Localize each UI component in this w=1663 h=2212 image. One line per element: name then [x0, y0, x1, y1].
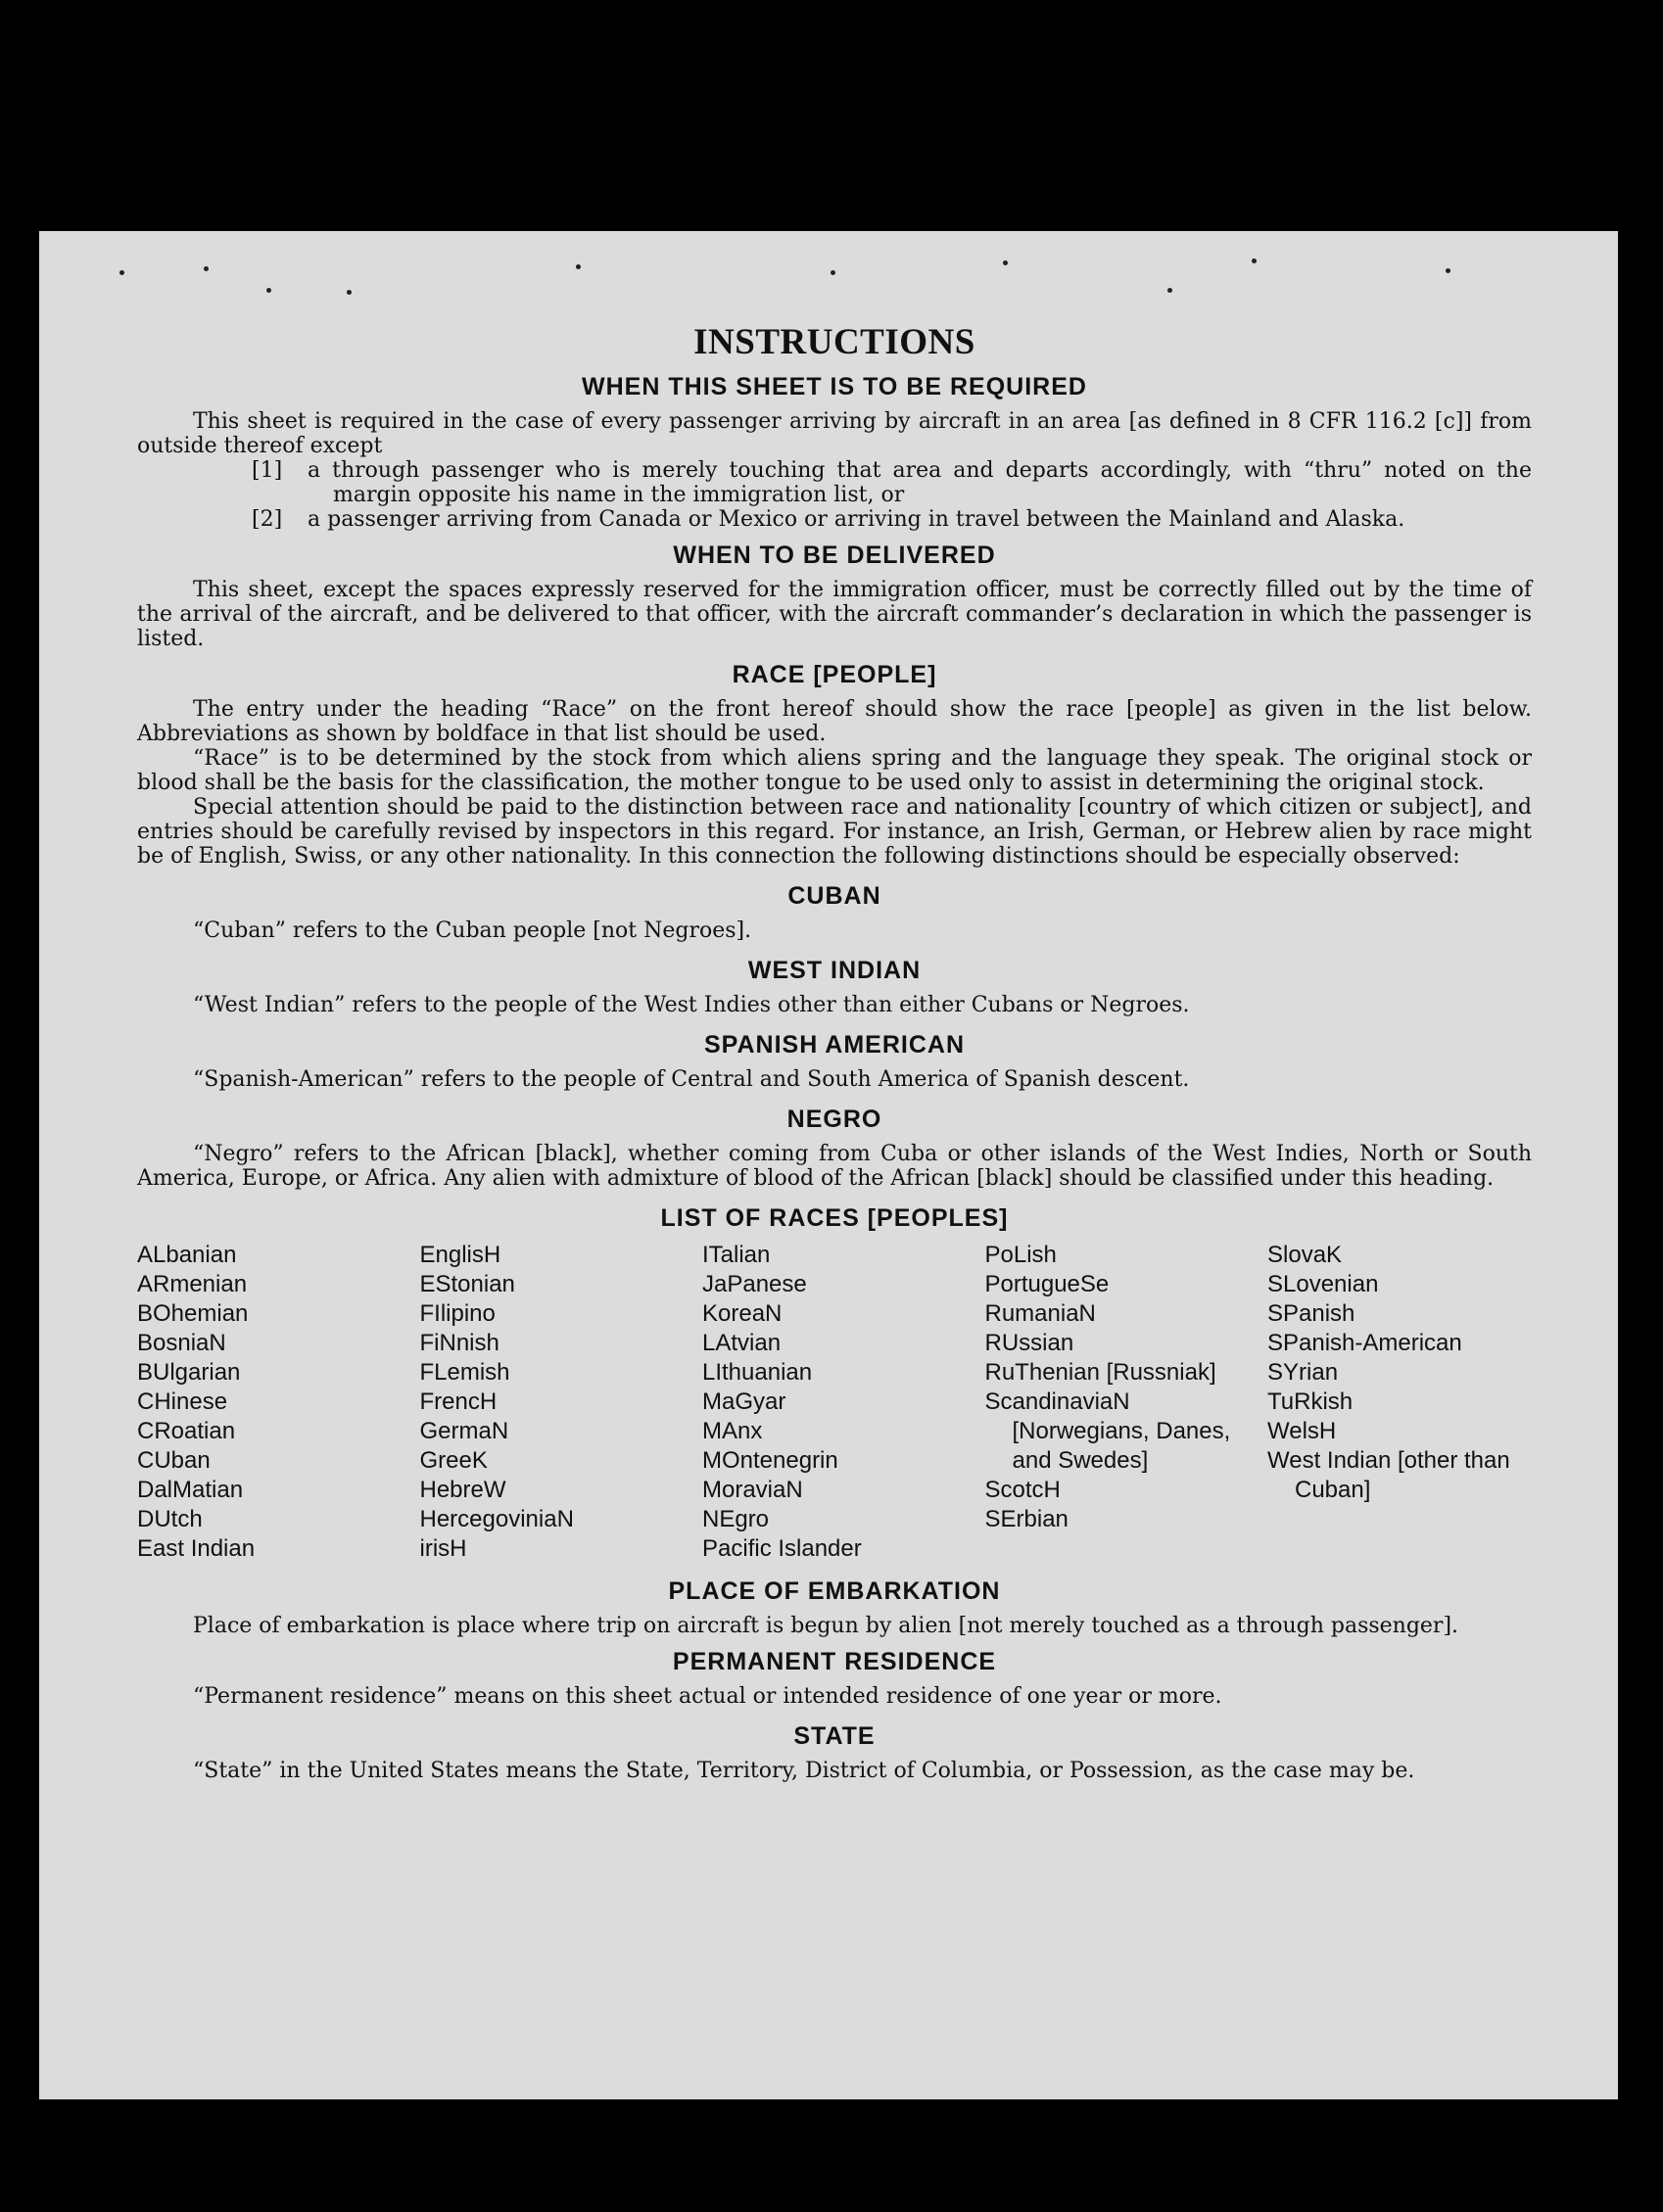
race-entry: PortugueSe: [984, 1271, 1110, 1297]
race-entry: CUban: [137, 1447, 211, 1474]
speck-mark: [1446, 268, 1450, 273]
race-entry: ScotcH: [984, 1477, 1061, 1503]
speck-mark: [1252, 259, 1257, 263]
race-entry: EnglisH: [419, 1242, 501, 1268]
heading-cuban: CUBAN: [787, 882, 881, 910]
race-entry: FIlipino: [419, 1300, 496, 1327]
race-entry: LIthuanian: [702, 1359, 813, 1386]
race-entry: HebreW: [419, 1477, 506, 1503]
race-entry: ARmenian: [137, 1271, 248, 1297]
heading-west-indian: WEST INDIAN: [747, 957, 922, 984]
item-number: [2]: [252, 507, 283, 532]
embarkation-text: Place of embarkation is place where trip on aircraft is begun by alien [not merely touched as a through passenger].: [193, 1614, 1459, 1638]
race-entry: MOntenegrin: [702, 1447, 838, 1474]
races-column: [420, 1241, 685, 1564]
race-entry: RUssian: [984, 1330, 1074, 1356]
race-entry: SlovaK: [1267, 1242, 1343, 1268]
race-entry: RuThenian [Russniak]: [984, 1359, 1216, 1386]
races-column: [702, 1241, 967, 1564]
race-entry: RumaniaN: [984, 1300, 1096, 1327]
delivered-text: This sheet, except the spaces expressly reserved for the immigration officer, must be correctly filled out by the time of the arrival of the aircraft, and be delivered to that officer, with the aircraft commander’s declaration in which the passenger is listed.: [137, 578, 1532, 651]
speck-mark: [576, 264, 581, 269]
heading-state: STATE: [793, 1722, 876, 1750]
race-entry: FLemish: [419, 1359, 510, 1386]
race-entry: LAtvian: [702, 1330, 782, 1356]
heading-delivered: WHEN TO BE DELIVERED: [673, 541, 996, 569]
item-text: a through passenger who is merely touching that area and departs accordingly, with “thru” noted on the margin opposite his name in the immigration list, or: [308, 458, 1532, 507]
race-entry: CHinese: [137, 1388, 228, 1415]
race-entry: MaGyar: [702, 1388, 786, 1415]
speck-mark: [266, 288, 271, 293]
race-entry: SYrian: [1267, 1359, 1339, 1386]
race-entry: MoraviaN: [702, 1477, 803, 1503]
race-entry: BosniaN: [137, 1330, 226, 1356]
race-entry: SPanish: [1267, 1300, 1355, 1327]
race-entry: EStonian: [419, 1271, 515, 1297]
race-entry: BUlgarian: [137, 1359, 241, 1386]
race-entry: TuRkish: [1267, 1388, 1354, 1415]
race-entry: DUtch: [137, 1506, 203, 1532]
races-column: [137, 1241, 402, 1564]
spanish-american-text: “Spanish-American” refers to the people of Central and South America of Spanish descent.: [193, 1067, 1190, 1092]
race-paragraph: “Race” is to be determined by the stock from which aliens spring and the language they speak. The original stock or blood shall be the basis for the classification, the mother tongue to be used only to assist in determining the original stock.: [137, 746, 1532, 795]
heading-required: WHEN THIS SHEET IS TO BE REQUIRED: [582, 373, 1087, 400]
races-list: [137, 1241, 1532, 1564]
race-entry: ALbanian: [137, 1242, 237, 1268]
item-text: a passenger arriving from Canada or Mexico or arriving in travel between the Mainland and Alaska.: [308, 507, 1405, 532]
speck-mark: [1003, 260, 1008, 265]
item-number: [1]: [252, 458, 283, 483]
race-entry: ITalian: [702, 1242, 771, 1268]
document-sheet: [39, 231, 1618, 2099]
residence-text: “Permanent residence” means on this sheet actual or intended residence of one year or more.: [193, 1684, 1222, 1709]
race-entry: SErbian: [984, 1506, 1069, 1532]
race-paragraph: Special attention should be paid to the distinction between race and nationality [country of which citizen or subject], and entries should be carefully revised by inspectors in this regard. For instance, an Irish, German, or Hebrew alien by race might be of English, Swiss, or any other nationality. In this connection the following distinctions should be especially observed:: [137, 795, 1532, 869]
race-entry: SLovenian: [1267, 1271, 1379, 1297]
race-entry: FiNnish: [419, 1330, 499, 1356]
race-entry: JaPanese: [702, 1271, 807, 1297]
heading-embarkation: PLACE OF EMBARKATION: [668, 1577, 1001, 1605]
required-intro: This sheet is required in the case of every passenger arriving by aircraft in an area [as defined in 8 CFR 116.2 [c]] from outside thereof except: [137, 409, 1532, 458]
race-entry: ScandinaviaN [Norwegians, Danes, and Swedes]: [984, 1388, 1231, 1474]
heading-race: RACE [PEOPLE]: [732, 661, 937, 688]
speck-mark: [1167, 288, 1172, 293]
race-paragraph: The entry under the heading “Race” on the front hereof should show the race [people] as given in the list below. Abbreviations as shown by boldface in that list should be used.: [137, 697, 1532, 746]
speck-mark: [204, 266, 209, 271]
west-indian-text: “West Indian” refers to the people of the West Indies other than either Cubans or Negroes.: [193, 993, 1190, 1017]
race-entry: HercegoviniaN: [419, 1506, 574, 1532]
cuban-text: “Cuban” refers to the Cuban people [not Negroes].: [193, 918, 752, 943]
race-entry: SPanish-American: [1267, 1330, 1462, 1356]
race-entry: DalMatian: [137, 1477, 244, 1503]
race-entry: Pacific Islander: [702, 1535, 862, 1562]
race-entry: CRoatian: [137, 1418, 236, 1444]
speck-mark: [347, 290, 352, 295]
heading-residence: PERMANENT RESIDENCE: [672, 1648, 997, 1675]
required-item: [137, 458, 1532, 507]
heading-negro: NEGRO: [786, 1106, 882, 1133]
page-title: INSTRUCTIONS: [693, 322, 975, 362]
race-entry: East Indian: [137, 1535, 256, 1562]
races-column: [985, 1241, 1250, 1564]
race-entry: irisH: [419, 1535, 467, 1562]
race-entry: KoreaN: [702, 1300, 783, 1327]
speck-mark: [119, 270, 124, 275]
heading-races-list: LIST OF RACES [PEOPLES]: [660, 1204, 1009, 1232]
race-entry: MAnx: [702, 1418, 763, 1444]
race-entry: GreeK: [419, 1447, 488, 1474]
races-column: [1267, 1241, 1532, 1564]
race-entry: West Indian [other than Cuban]: [1267, 1447, 1510, 1503]
required-item: [137, 507, 1532, 532]
race-entry: WelsH: [1267, 1418, 1337, 1444]
negro-text: “Negro” refers to the African [black], whether coming from Cuba or other islands of the West Indies, North or South America, Europe, or Africa. Any alien with admixture of blood of the African [black] should be classified under this heading.: [137, 1142, 1532, 1191]
race-entry: FrencH: [419, 1388, 498, 1415]
race-entry: GermaN: [419, 1418, 509, 1444]
speck-mark: [831, 270, 835, 275]
heading-spanish-american: SPANISH AMERICAN: [703, 1031, 965, 1059]
instructions-content: [137, 321, 1532, 1783]
race-entry: BOhemian: [137, 1300, 249, 1327]
state-text: “State” in the United States means the State, Territory, District of Columbia, or Possession, as the case may be.: [193, 1759, 1415, 1783]
race-entry: NEgro: [702, 1506, 770, 1532]
race-entry: PoLish: [984, 1242, 1057, 1268]
